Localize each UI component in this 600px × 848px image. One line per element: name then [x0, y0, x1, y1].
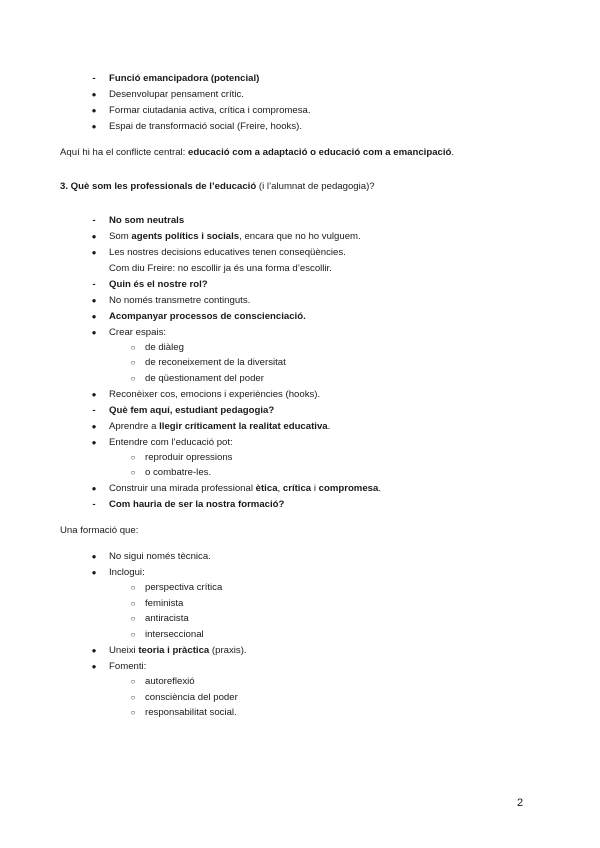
- list-item: Fomenti:: [109, 661, 147, 672]
- dash-marker: -: [92, 279, 96, 290]
- dash-marker: -: [92, 73, 96, 84]
- list-item: No sigui només tècnica.: [109, 551, 211, 562]
- sublist-item: perspectiva crítica: [145, 582, 223, 593]
- bullet-marker: ●: [91, 552, 97, 561]
- sublist-item: consciència del poder: [145, 692, 238, 703]
- bullet-marker: ●: [91, 484, 97, 493]
- bullet-marker: ●: [91, 106, 97, 115]
- list-item: Funció emancipadora (potencial): [109, 73, 260, 84]
- circle-marker: ○: [130, 677, 136, 686]
- list-item: No només transmetre continguts.: [109, 295, 251, 306]
- list-item: Reconèixer cos, emocions i experiències (hooks).: [109, 389, 321, 400]
- list-item: Espai de transformació social (Freire, hooks).: [109, 121, 303, 132]
- bullet-marker: ●: [91, 390, 97, 399]
- section-heading: 3. Què som les professionals de l’educació (i l’alumnat de pedagogia)?: [60, 181, 375, 192]
- dash-marker: -: [92, 499, 96, 510]
- dash-marker: -: [92, 215, 96, 226]
- bullet-marker: ●: [91, 422, 97, 431]
- paragraph: Una formació que:: [60, 525, 139, 536]
- conflict-paragraph: Aquí hi ha el conflicte central: educació com a adaptació o educació com a emancipació.: [60, 147, 455, 158]
- sublist-item: de qüestionament del poder: [145, 373, 264, 384]
- list-item: Com hauria de ser la nostra formació?: [109, 499, 285, 510]
- bullet-marker: ●: [91, 662, 97, 671]
- list-item: Som agents polítics i socials, encara que no ho vulguem.: [109, 231, 361, 242]
- sublist-item: antiracista: [145, 613, 189, 624]
- list-item: Uneixi teoria i pràctica (praxis).: [109, 645, 247, 656]
- page-number: 2: [517, 797, 524, 809]
- sublist-item: interseccional: [145, 629, 204, 640]
- sublist-item: autoreflexió: [145, 676, 195, 687]
- list-item: Les nostres decisions educatives tenen conseqüències.: [109, 247, 346, 258]
- list-item: Inclogui:: [109, 567, 145, 578]
- sublist-item: feminista: [145, 598, 184, 609]
- list-item: No som neutrals: [109, 215, 185, 226]
- sublist-item: de diàleg: [145, 342, 184, 353]
- bullet-marker: ●: [91, 122, 97, 131]
- list-item: Què fem aquí, estudiant pedagogia?: [109, 405, 275, 416]
- bullet-marker: ●: [91, 232, 97, 241]
- circle-marker: ○: [130, 374, 136, 383]
- bullet-marker: ●: [91, 312, 97, 321]
- list-item: Entendre com l’educació pot:: [109, 437, 233, 448]
- circle-marker: ○: [130, 614, 136, 623]
- circle-marker: ○: [130, 583, 136, 592]
- bullet-marker: ●: [91, 438, 97, 447]
- circle-marker: ○: [130, 468, 136, 477]
- list-item: Construir una mirada professional ètica, crítica i compromesa.: [109, 483, 382, 494]
- list-item: Quin és el nostre rol?: [109, 279, 208, 290]
- circle-marker: ○: [130, 708, 136, 717]
- circle-marker: ○: [130, 599, 136, 608]
- sublist-item: de reconeixement de la diversitat: [145, 357, 286, 368]
- circle-marker: ○: [130, 358, 136, 367]
- circle-marker: ○: [130, 693, 136, 702]
- list-item-continuation: Com diu Freire: no escollir ja és una forma d’escollir.: [109, 263, 332, 274]
- circle-marker: ○: [130, 630, 136, 639]
- sublist-item: reproduir opressions: [145, 452, 233, 463]
- list-item: Crear espais:: [109, 327, 167, 338]
- list-item: Desenvolupar pensament crític.: [109, 89, 244, 100]
- sublist-item: o combatre-les.: [145, 467, 212, 478]
- circle-marker: ○: [130, 453, 136, 462]
- list-item: Acompanyar processos de conscienciació.: [109, 311, 306, 322]
- dash-marker: -: [92, 405, 96, 416]
- list-item: Aprendre a llegir críticament la realitat educativa.: [109, 421, 331, 432]
- bullet-marker: ●: [91, 328, 97, 337]
- bullet-marker: ●: [91, 296, 97, 305]
- bullet-marker: ●: [91, 646, 97, 655]
- bullet-marker: ●: [91, 248, 97, 257]
- sublist-item: responsabilitat social.: [145, 707, 237, 718]
- bullet-marker: ●: [91, 568, 97, 577]
- circle-marker: ○: [130, 343, 136, 352]
- list-item: Formar ciutadania activa, crítica i compromesa.: [109, 105, 311, 116]
- bullet-marker: ●: [91, 90, 97, 99]
